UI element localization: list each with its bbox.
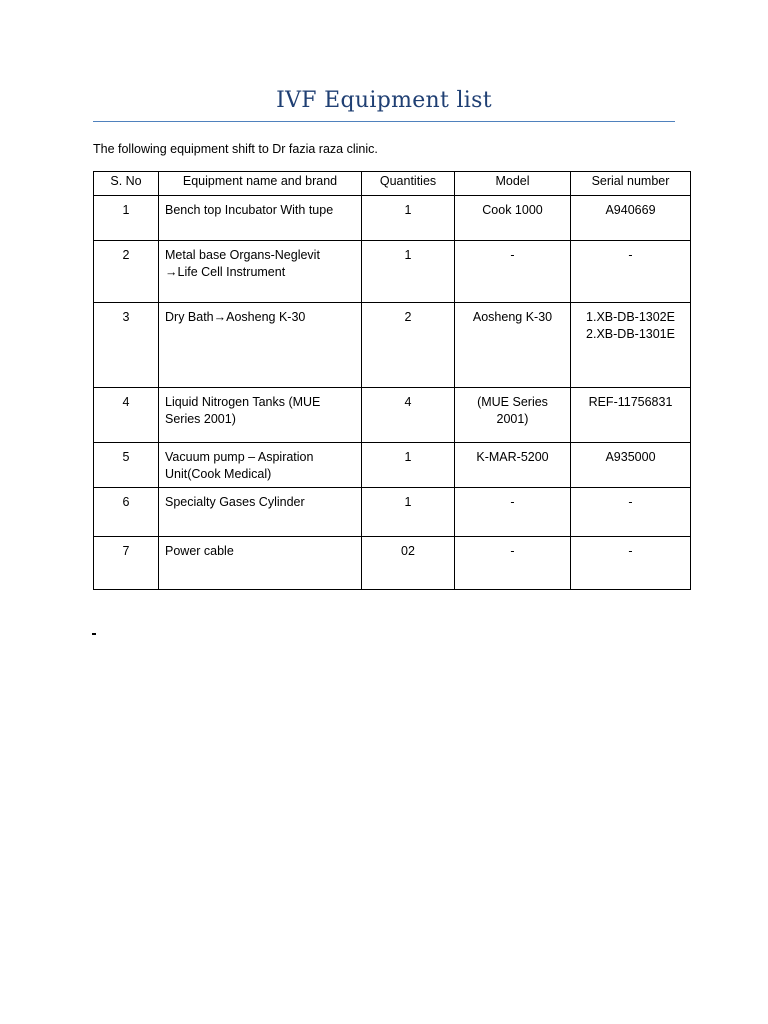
header-quantities: Quantities — [362, 172, 455, 196]
document-title: IVF Equipment list — [276, 88, 492, 113]
cell-equipment — [159, 537, 362, 590]
cell-sno: 2 — [94, 241, 159, 303]
cell-text: K-MAR-5200 — [476, 450, 549, 464]
cell-serial — [571, 488, 691, 537]
header-serial: Serial number — [571, 172, 691, 196]
cell-text: - — [510, 495, 515, 509]
cell-text: 2001) — [496, 411, 529, 426]
cell-qty: 1 — [362, 443, 455, 488]
cell-serial — [571, 303, 691, 388]
cell-text: Liquid Nitrogen Tanks (MUE — [165, 395, 321, 409]
cell-equipment — [159, 443, 362, 488]
cell-model — [455, 196, 571, 241]
title-underline — [93, 121, 675, 122]
stray-dash-mark — [92, 633, 96, 635]
cell-sno: 3 — [94, 303, 159, 388]
cell-text: Bench top Incubator With tupe — [165, 203, 334, 217]
cell-text: - — [510, 248, 515, 262]
cell-equipment — [159, 303, 362, 388]
cell-text: Unit(Cook Medical) — [165, 466, 272, 481]
cell-qty: 2 — [362, 303, 455, 388]
cell-text: REF-11756831 — [588, 395, 673, 409]
header-model: Model — [455, 172, 571, 196]
cell-text: Specialty Gases Cylinder — [165, 495, 305, 509]
cell-sno: 7 — [94, 537, 159, 590]
table-row — [94, 388, 691, 443]
cell-sno: 1 — [94, 196, 159, 241]
table-row — [94, 196, 691, 241]
cell-model — [455, 443, 571, 488]
table-row — [94, 443, 691, 488]
cell-sno: 4 — [94, 388, 159, 443]
cell-serial — [571, 537, 691, 590]
cell-text: - — [628, 495, 633, 509]
table-row — [94, 537, 691, 590]
cell-model — [455, 241, 571, 303]
cell-sno: 6 — [94, 488, 159, 537]
cell-text: 1.XB-DB-1302E — [586, 310, 675, 324]
cell-qty: 02 — [362, 537, 455, 590]
cell-text: - — [510, 544, 515, 558]
cell-serial — [571, 443, 691, 488]
cell-model — [455, 388, 571, 443]
cell-model — [455, 537, 571, 590]
table-row — [94, 303, 691, 388]
table-row — [94, 488, 691, 537]
header-equipment: Equipment name and brand — [159, 172, 362, 196]
cell-text: Metal base Organs-Neglevit — [165, 248, 320, 262]
cell-text: - — [628, 544, 633, 558]
cell-text: Vacuum pump – Aspiration — [165, 450, 314, 464]
cell-text: 2.XB-DB-1301E — [586, 326, 675, 341]
cell-text: A940669 — [605, 203, 656, 217]
cell-equipment — [159, 196, 362, 241]
cell-model — [455, 303, 571, 388]
cell-model — [455, 488, 571, 537]
cell-serial — [571, 196, 691, 241]
cell-text: Power cable — [165, 544, 234, 558]
header-sno: S. No — [94, 172, 159, 196]
cell-equipment — [159, 488, 362, 537]
cell-text: Aosheng K-30 — [472, 310, 553, 324]
cell-qty: 1 — [362, 488, 455, 537]
intro-text: The following equipment shift to Dr fazia raza clinic. — [93, 142, 378, 156]
cell-text: Series 2001) — [165, 411, 236, 426]
table-row — [94, 241, 691, 303]
equipment-table — [93, 171, 691, 590]
cell-text: →Life Cell Instrument — [165, 264, 286, 279]
cell-text: Cook 1000 — [482, 203, 543, 217]
cell-equipment — [159, 388, 362, 443]
cell-text: A935000 — [605, 450, 656, 464]
cell-serial — [571, 388, 691, 443]
cell-serial — [571, 241, 691, 303]
cell-text: Dry Bath→Aosheng K-30 — [165, 310, 306, 324]
table-header-row — [94, 172, 691, 196]
cell-qty: 1 — [362, 241, 455, 303]
cell-equipment — [159, 241, 362, 303]
cell-qty: 1 — [362, 196, 455, 241]
cell-text: (MUE Series — [477, 395, 548, 409]
cell-sno: 5 — [94, 443, 159, 488]
cell-qty: 4 — [362, 388, 455, 443]
cell-text: - — [628, 248, 633, 262]
